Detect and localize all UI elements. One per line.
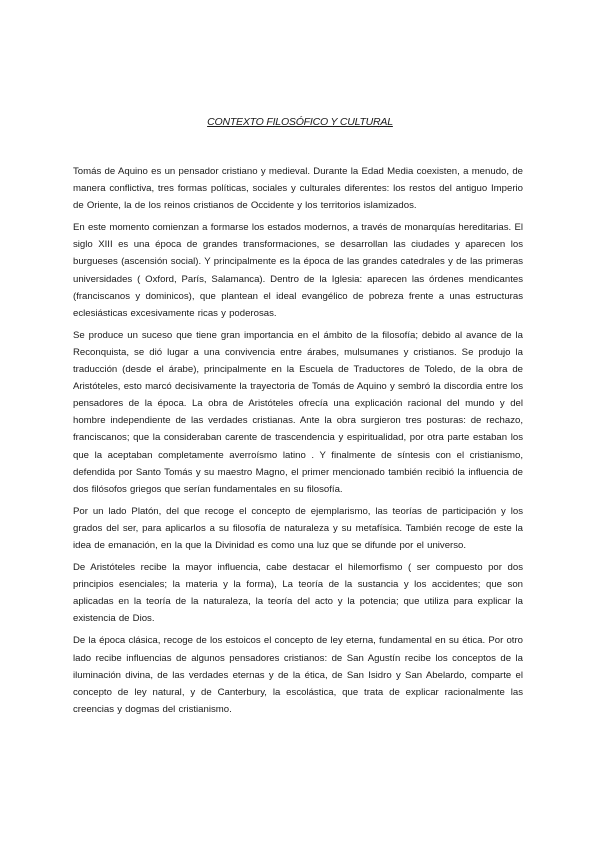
paragraph-aristotle-translation: Se produce un suceso que tiene gran importancia en el ámbito de la filosofía; debido al avance de la Reconquista, se dió lugar a una convivencia entre árabes, mulsumanes y cristianos. Se produjo la traducción (desde el árabe), principalmente en la Escuela de Traductores de Toledo, de la obra de Aristóteles, esto marcó decisivamente la trayectoria de Tomás de Aquino y sembró la discordia entre los pensadores de la época. La obra de Aristóteles ofrecía una explicación racional del mundo y del hombre independiente de las verdades cristianas. Ante la obra surgieron tres posturas: de rechazo, franciscanos; que la consideraban carente de trascendencia y espiritualidad, por otra parte estaban los que la aceptaban completamente averroísmo latino . Y finalmente de síntesis con el cristianismo, defendida por Santo Tomás y su maestro Magno, el primer mencionado también recibió la influencia de dos filósofos griegos que serían fundamentales en su filosofía. (73, 329, 523, 495)
paragraph-intro: Tomás de Aquino es un pensador cristiano y medieval. Durante la Edad Media coexisten, a menudo, de manera conflictiva, tres formas políticas, sociales y culturales diferentes: los restos del antiguo Imperio de Oriente, la de los reinos cristianos de Occidente y los territorios islamizados. (73, 166, 523, 212)
paragraph-aristotle-influence: De Aristóteles recibe la mayor influencia, cabe destacar el hilemorfismo ( ser compuesto por dos principios esenciales; la materia y la forma), La teoría de la sustancia y los accidentes; que son aplicadas en la teoría de la naturaleza, la teoría del acto y la potencia; que utiliza para explicar la existencia de Dios. (73, 562, 523, 625)
paragraph-classical-era: De la época clásica, recoge de los estoicos el concepto de ley eterna, fundamental en su ética. Por otro lado recibe influencias de algunos pensadores cristianos: de San Agustín recibe los conceptos de la iluminación divina, de las verdades eternas y de la ética, de San Isidro y San Abelardo, comparte el concepto de ley natural, y de Canterbury, la escolástica, que trata de explicar racionalmente las creencias y dogmas del cristianismo. (73, 635, 523, 715)
paragraph-modern-states: En este momento comienzan a formarse los estados modernos, a través de monarquías hereditarias. El siglo XIII es una época de grandes transformaciones, se desarrollan las ciudades y aparecen los burgueses (ascensión social). Y principalmente es la época de las grandes catedrales y de las primeras universidades ( Oxford, París, Salamanca). Dentro de la Iglesia: aparecen las órdenes mendicantes (franciscanos y dominicos), que plantean el ideal evangélico de pobreza frente a unas estructuras eclesiásticas excesivamente ricas y poderosas. (73, 222, 523, 319)
document-body (73, 163, 523, 723)
paragraph-plato: Por un lado Platón, del que recoge el concepto de ejemplarismo, las teorías de participación y los grados del ser, para aplicarlos a su filosofía de naturaleza y su metafísica. También recoge de este la idea de emanación, en la que la Divinidad es como una luz que se difunde por el universo. (73, 505, 523, 551)
document-title: CONTEXTO FILOSÓFICO Y CULTURAL (207, 116, 393, 128)
